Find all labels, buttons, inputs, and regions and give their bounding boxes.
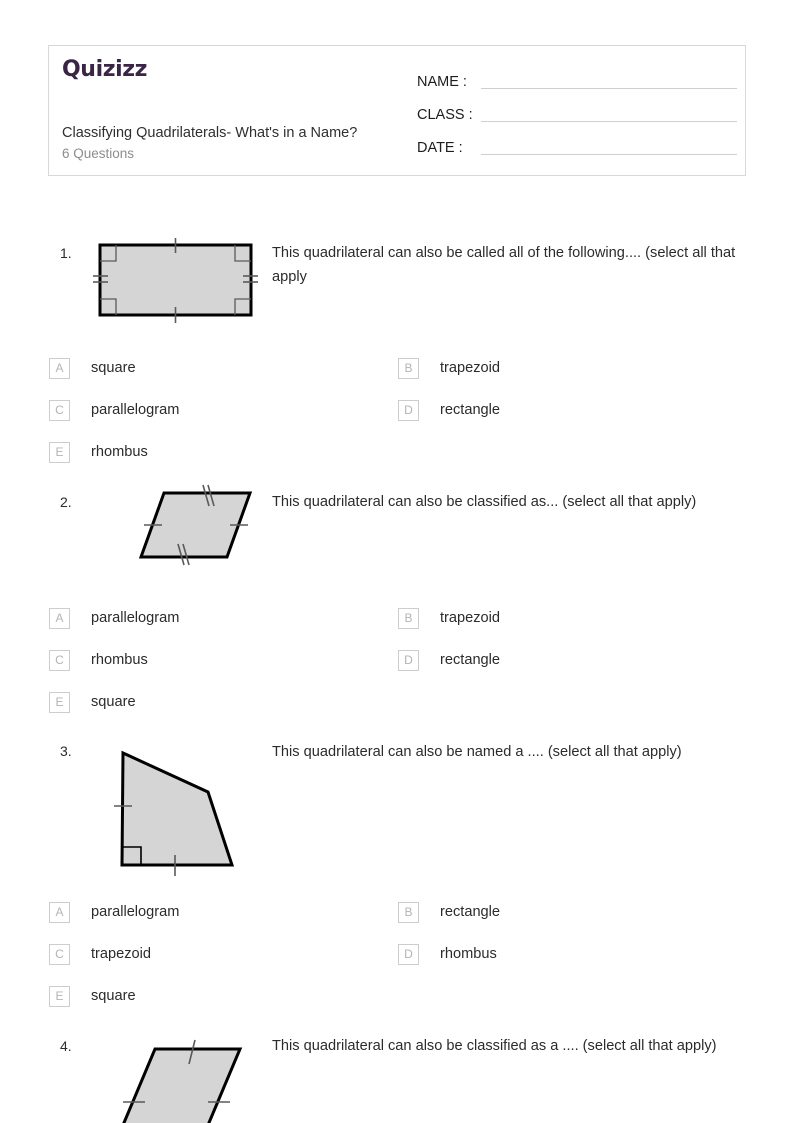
option-letter-box: B (398, 902, 419, 923)
student-info-fields (417, 60, 737, 159)
option-letter-box: D (398, 650, 419, 671)
option-label: rhombus (91, 652, 148, 668)
option-label: trapezoid (440, 360, 501, 376)
question-3-option-d[interactable] (398, 943, 497, 965)
question-1-option-b[interactable] (398, 357, 500, 379)
class-field-row (417, 93, 737, 126)
name-field-row (417, 60, 737, 93)
option-letter-box: A (49, 358, 70, 379)
option-letter-box: E (49, 442, 70, 463)
question-4-text: This quadrilateral can also be classified as a .... (select all that apply) (272, 1038, 717, 1054)
header-left (62, 46, 412, 175)
option-label: square (91, 694, 136, 710)
option-letter-box: A (49, 608, 70, 629)
class-input[interactable] (481, 120, 737, 122)
worksheet-header-card (48, 45, 746, 176)
date-field-label: DATE : (417, 140, 463, 156)
option-letter-box: B (398, 358, 419, 379)
option-letter-box: D (398, 944, 419, 965)
question-4-number: 4. (60, 1038, 72, 1054)
option-letter-box: A (49, 902, 70, 923)
quizizz-logo: Quizizz (62, 57, 148, 82)
question-3-option-c[interactable] (49, 943, 151, 965)
question-2-option-c[interactable] (49, 649, 148, 671)
option-letter-box: E (49, 692, 70, 713)
question-3-figure (105, 742, 250, 882)
option-letter-box: C (49, 400, 70, 421)
question-3-option-b[interactable] (398, 901, 500, 923)
class-field-label: CLASS : (417, 107, 473, 123)
question-3-option-e[interactable] (49, 985, 136, 1007)
option-label: parallelogram (91, 610, 180, 626)
option-letter-box: E (49, 986, 70, 1007)
question-count: 6 Questions (62, 146, 135, 161)
option-label: parallelogram (91, 904, 180, 920)
question-2-option-e[interactable] (49, 691, 136, 713)
question-2-text: This quadrilateral can also be classified as... (select all that apply) (272, 494, 697, 510)
question-2-number: 2. (60, 494, 72, 510)
question-3-number: 3. (60, 743, 72, 759)
name-field-label: NAME : (417, 74, 467, 90)
question-3-text: This quadrilateral can also be named a .... (select all that apply) (272, 744, 682, 760)
name-input[interactable] (481, 87, 737, 89)
option-label: square (91, 988, 136, 1004)
option-label: rhombus (91, 444, 148, 460)
option-letter-box: C (49, 944, 70, 965)
option-label: trapezoid (440, 610, 501, 626)
option-label: parallelogram (91, 402, 180, 418)
question-1-figure (88, 236, 263, 331)
question-2-figure (128, 482, 263, 572)
question-1-option-e[interactable] (49, 441, 148, 463)
question-1-option-c[interactable] (49, 399, 179, 421)
question-1-option-d[interactable] (398, 399, 500, 421)
option-letter-box: C (49, 650, 70, 671)
page-title: Classifying Quadrilaterals- What's in a Name? (62, 125, 358, 141)
question-1-number: 1. (60, 245, 72, 261)
date-input[interactable] (481, 153, 737, 155)
option-label: rectangle (440, 402, 501, 418)
question-2-option-d[interactable] (398, 649, 500, 671)
option-label: trapezoid (91, 946, 152, 962)
question-1-text: This quadrilateral can also be called all of the following.... (select all that apply (272, 245, 736, 285)
option-label: rectangle (440, 904, 501, 920)
question-3-option-a[interactable] (49, 901, 179, 923)
option-label: square (91, 360, 136, 376)
question-2-option-b[interactable] (398, 607, 500, 629)
question-2-option-a[interactable] (49, 607, 179, 629)
option-letter-box: D (398, 400, 419, 421)
question-1-option-a[interactable] (49, 357, 136, 379)
option-label: rhombus (440, 946, 497, 962)
question-4-figure (110, 1036, 260, 1123)
option-letter-box: B (398, 608, 419, 629)
option-label: rectangle (440, 652, 501, 668)
date-field-row (417, 126, 737, 159)
